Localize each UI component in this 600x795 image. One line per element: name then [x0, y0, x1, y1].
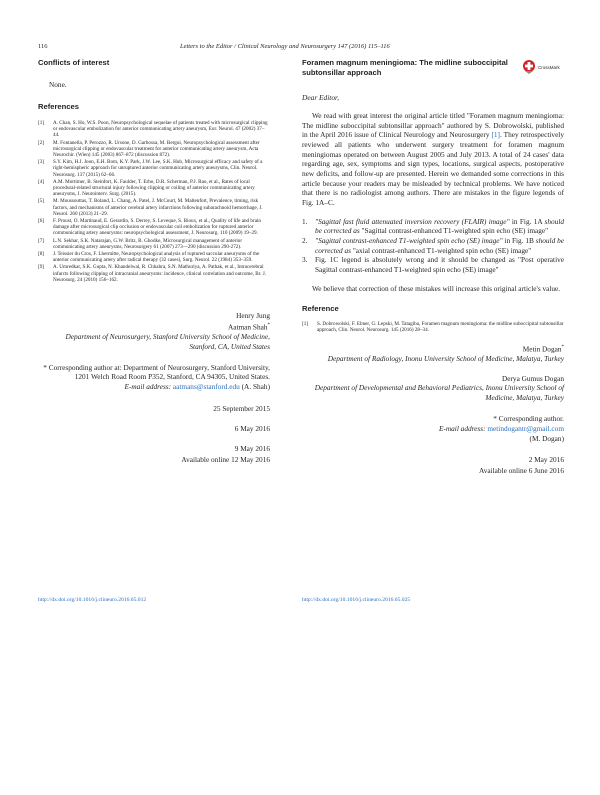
reference-item: [4] A.M. Mortimer, B. Steinfort, K. Faulder, T. Erho, D.R. Scherman, P.J. Rao, et al., Rates of local procedural-related structural injury following clipping or coiling of anterior communicating artery aneurysms, J. Neurointerv. Surg. (2015). [38, 178, 255, 198]
reference-item: [5] M. Moussouttas, T. Boland, L. Chang, A. Patel, J. McCourt, M. Maltenfort, Prevalence, timing, risk factors, and mechanisms of anterior cerebral artery infarctions following subarachnoid hemorrhage, J. Neurol. 260 (2013) 21–29. [38, 198, 263, 217]
revised-date: 6 May 2016 [234, 424, 270, 434]
email-link[interactable]: metindogantr@gmail.com [487, 423, 564, 433]
reference-item: [1] A. Chan, S. Ho, W.S. Poon, Neuropsychological sequelae of patients treated with microsurgical clipping or endovascular embolization for anterior communicating artery aneurysm, Eur. Neurol. 47 (2002) 37–44. [38, 120, 268, 139]
received-date: 25 September 2015 [213, 404, 270, 414]
author-name: Henry Jung [236, 311, 270, 321]
left-column [38, 58, 270, 464]
salutation: Dear Editor, [302, 93, 339, 102]
article-header [302, 58, 564, 77]
doi-link[interactable]: http://dx.doi.org/10.1016/j.clineuro.2016.05.025 [302, 597, 411, 603]
correction-item: 1. "Sagittal fast fluid attenuated inversion recovery (FLAIR) image" in Fig. 1A should be corrected as "Sagittal contrast-enhanced T1-weighted spin echo (SE) image" [302, 216, 564, 236]
corresponding-author: * Corresponding author. [493, 413, 564, 423]
reference-item: [9] A. Umredkar, S.K. Gupta, N. Khandelwal, R. Chhabra, S.N. Mathuriya, A. Pathak, et al., Intracerebral infarcts following clipping of intracranial aneurysms: incidence, clinical correlation and outcome, Br. J. Neurosurg. 24 (2010) 156–162. [38, 264, 266, 283]
reference-item: [6] F. Proust, O. Martinaud, E. Gerardin, S. Derrey, S. Leveque, S. Bioux, et al., Quality of life and brain damage after microsurgical clip occlusion or endovascular coil embolization for ruptured anterior communicating artery aneurysms: neuropsychological assessment, J. Neurosurg. 110 (2009) 19–29. [38, 218, 261, 237]
conflicts-text: None. [49, 80, 67, 89]
correction-list [302, 217, 564, 275]
reference-item: [3] S.Y. Kim, H.J. Joon, E.H. Bom, K.Y. Park, J.W. Lee, S.K. Hub, Microsurgical efficacy and safety of a right-hemispheric approach for unruptured anterior communicating artery aneurysms, Clin. Neurol. Neurosurg. 137 (2015) 62–66. [38, 159, 263, 178]
page-number: 116 [38, 43, 48, 50]
running-title: Letters to the Editor / Clinical Neurology and Neurosurgery 147 (2016) 115–116 [180, 43, 390, 50]
online-date: Available online 12 May 2016 [181, 455, 270, 465]
body-paragraph: We read with great interest the original article titled "Foramen magnum meningioma: The midline suboccipital subtonsillar approach" authored by S. Dobrowolski, published in the April 2016 issue of Clinical Neurology and Neurosurgery [1]. They retrospectively reviewed all patients who underwent surgery treatment for foramen magnum meningiomas operated on between August 2005 and July 2013. A total of 24 cases' data regarding age, sex, symptoms and sign types, locations, surgical aspects, postoperative new deficits, and follow-up are presented. Herein we demanded some corrections in this article because your readers may be misleaded by technical problems. We have noticed that there is no radiologist among authors. There are mistakes in the figure legends of Fig. 1A–C. [302, 111, 564, 207]
corresponding-author: * Corresponding author at: Department of Neurosurgery, Stanford University, 1201 Welch Road Room P352, Stanford, CA 94305, United States. [43, 362, 270, 382]
online-date: Available online 6 June 2016 [479, 466, 564, 476]
reference-heading: Reference [302, 304, 339, 314]
crossmark-icon [522, 59, 536, 75]
reference-item: [1] S. Dobrowolski, F. Ebner, G. Lepski, M. Tatagiba, Foramen magnum meningioma: the midline suboccipital subtonsillar approach, Clin. Neurol. Neurosurg. 145 (2016) 28–34. [302, 321, 564, 334]
signature-block [302, 343, 564, 403]
reference-item: [7] L.N. Sekhar, S.K. Natarajan, G.W. Britz, B. Ghodke, Microsurgical management of anterior communicating artery aneurysms, Neurosurgery 61 (2007) 273—290 (discussion 290-272). [38, 237, 243, 250]
reference-item: [2] M. Fontanella, P. Perozzo, R. Ursone, D. Garbossa, M. Bergui, Neuropsychological assessment after microsurgical clipping or endovascular treatment for anterior communicating artery aneurysm, Acta Neurochir. (Wien) 145 (2003) 867–872 (discussion 872). [38, 139, 260, 159]
crossmark-label: CrossMark [538, 64, 560, 70]
author-name: Metin Dogan* [522, 343, 564, 353]
author-affiliation: Department of Radiology, Inonu University School of Medicine, Malatya, Turkey [327, 353, 564, 363]
email-owner: (M. Dogan) [529, 433, 564, 443]
received-date: 2 May 2016 [528, 455, 564, 465]
author-affiliation: Department of Neurosurgery, Stanford University School of Medicine, Stanford, CA, United States [65, 332, 270, 351]
email-link[interactable]: aatmans@stanford.edu [172, 382, 240, 392]
email-line: E-mail address: metindogantr@gmail.com [438, 423, 564, 433]
reference-item: [8] J. Teissier du Cros, F. Lhermitte, Neuropsychological analysis of ruptured saccular aneurysms of the anterior communicating artery after radical therapy (32 cases), Surg. Neurol. 22 (1984) 353–359. [38, 251, 260, 264]
correction-item: 3. Fig. 1C legend is absolutely wrong and it should be changed as "Post operative Sagittal contrast-enhanced T1-weighted spin echo (SE) image" [302, 255, 564, 274]
conflicts-heading: Conflicts of interest [38, 58, 110, 67]
email-line: E-mail address: aatmans@stanford.edu (A. Shah) [124, 382, 270, 392]
reference-list [38, 120, 270, 283]
article-title: Foramen magnum meningioma: The midline suboccipital subtonsillar approach [302, 58, 508, 77]
references-heading: References [38, 102, 79, 111]
author-affiliation: Department of Developmental and Behavioral Pediatrics, Inonu University School of Medicine, Malatya, Turkey [314, 383, 564, 403]
correction-item: 2. "Sagittal contrast-enhanced T1-weighted spin echo (SE) image" in Fig. 1B should be corrected as "axial contrast-enhanced T1-weighted spin echo (SE) image" [302, 235, 564, 255]
closing-paragraph: We believe that correction of these mistakes will increase this original article's value. [312, 283, 561, 293]
crossmark-badge[interactable] [522, 58, 564, 76]
citation-link[interactable]: [1] [491, 130, 500, 140]
right-column [302, 58, 564, 475]
doi-link[interactable]: http://dx.doi.org/10.1016/j.clineuro.2016.05.012 [38, 597, 147, 603]
signature-block [38, 311, 270, 352]
accepted-date: 9 May 2016 [234, 444, 270, 454]
author-name: Aatman Shah* [227, 322, 270, 332]
author-name: Derya Gumus Dogan [501, 373, 564, 383]
reference-list [302, 321, 564, 333]
